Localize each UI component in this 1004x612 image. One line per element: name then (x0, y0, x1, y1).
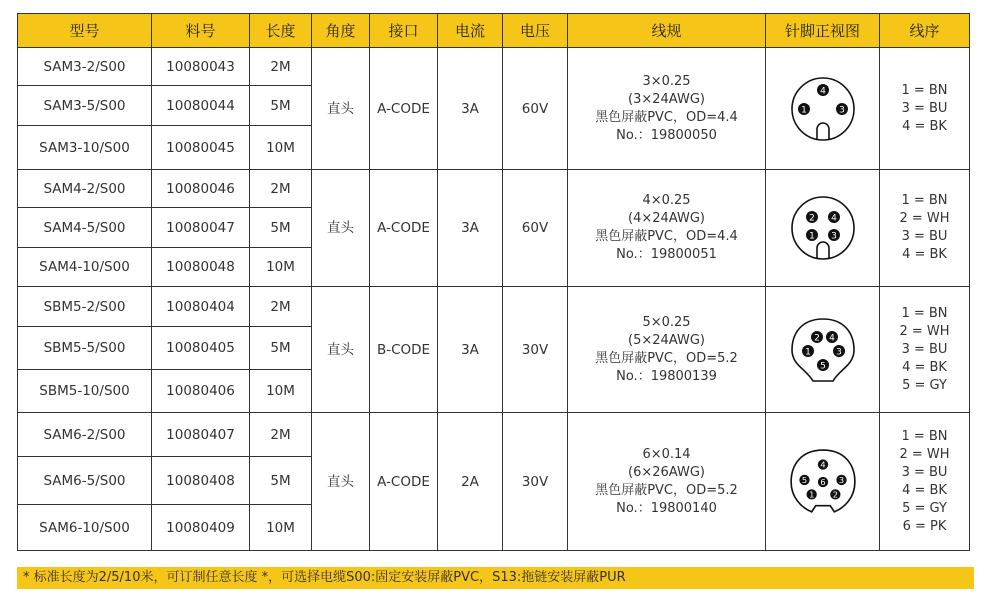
wire-4: 4 = BK (902, 118, 947, 134)
pin-diagram-cell (766, 287, 880, 413)
angle-cell: 直头 (312, 287, 370, 413)
cable-jacket: 黑色屏蔽PVC，OD=5.2 (595, 350, 738, 366)
length-cell: 2M (250, 48, 312, 86)
part-number-cell: 10080409 (152, 505, 250, 551)
pin-diagram-cell (766, 48, 880, 170)
model-cell: SBM5-5/S00 (18, 327, 152, 370)
wire-6: 6 = PK (902, 518, 947, 534)
svg-text:6: 6 (819, 476, 826, 487)
part-number-cell: 10080046 (152, 170, 250, 208)
svg-text:2: 2 (813, 333, 820, 343)
header-interface: 接口 (370, 14, 438, 48)
wire-2: 2 = WH (899, 323, 950, 339)
header-length: 长度 (250, 14, 312, 48)
interface-cell: A-CODE (370, 170, 438, 287)
svg-text:5: 5 (801, 474, 807, 485)
svg-text:4: 4 (819, 459, 826, 470)
part-number-cell: 10080043 (152, 48, 250, 86)
table-row (18, 48, 970, 86)
svg-text:1: 1 (808, 231, 815, 242)
wire-5: 5 = GY (902, 500, 947, 516)
wire-1: 1 = BN (901, 428, 948, 444)
svg-text:3: 3 (835, 347, 842, 357)
svg-text:1: 1 (804, 347, 811, 357)
cable-number: No.：19800139 (616, 368, 717, 384)
voltage-cell: 60V (503, 170, 568, 287)
angle-cell: 直头 (312, 170, 370, 287)
header-row (18, 14, 970, 48)
pin-5 (799, 474, 809, 484)
cable-number: No.：19800140 (616, 500, 717, 516)
header-voltage: 电压 (503, 14, 568, 48)
svg-text:4: 4 (828, 333, 835, 343)
wiring-cell (880, 287, 970, 413)
header-angle: 角度 (312, 14, 370, 48)
svg-text:2: 2 (832, 488, 838, 499)
voltage-cell: 60V (503, 48, 568, 170)
part-number-cell: 10080407 (152, 413, 250, 457)
part-number-cell: 10080405 (152, 327, 250, 370)
svg-text:1: 1 (808, 488, 814, 499)
cable-spec-cell (568, 48, 766, 170)
angle-cell: 直头 (312, 48, 370, 170)
wiring-cell (880, 170, 970, 287)
cable-gauge: 6×0.14 (642, 446, 691, 462)
length-cell: 5M (250, 457, 312, 505)
current-cell: 3A (438, 48, 503, 170)
voltage-cell: 30V (503, 287, 568, 413)
length-cell: 10M (250, 248, 312, 287)
wire-3: 3 = BU (901, 341, 948, 357)
header-pin-view: 针脚正视图 (766, 14, 880, 48)
cable-spec-cell (568, 287, 766, 413)
wire-5: 5 = GY (902, 377, 947, 393)
part-number-cell: 10080045 (152, 126, 250, 170)
part-number-cell: 10080408 (152, 457, 250, 505)
part-number-cell: 10080406 (152, 370, 250, 413)
wire-2: 2 = WH (899, 446, 950, 462)
length-cell: 10M (250, 370, 312, 413)
header-wire-gauge: 线规 (568, 14, 766, 48)
svg-text:1: 1 (800, 105, 807, 115)
model-cell: SBM5-2/S00 (18, 287, 152, 327)
length-cell: 2M (250, 413, 312, 457)
wire-4: 4 = BK (902, 247, 947, 262)
current-cell: 3A (438, 170, 503, 287)
wire-4: 4 = BK (902, 359, 947, 375)
voltage-cell: 30V (503, 413, 568, 551)
wire-3: 3 = BU (901, 464, 948, 480)
model-cell: SBM5-10/S00 (18, 370, 152, 413)
pin-4 (817, 459, 827, 469)
pin-2 (830, 489, 840, 499)
wire-1: 1 = BN (901, 193, 948, 208)
part-number-cell: 10080048 (152, 248, 250, 287)
wire-1: 1 = BN (901, 305, 948, 321)
footnote: * 标准长度为2/5/10米，可订制任意长度 *，可选择电缆S00:固定安装屏蔽PVC，S13:拖链安装屏蔽PUR (17, 567, 974, 589)
length-cell: 2M (250, 287, 312, 327)
svg-text:5: 5 (819, 361, 826, 371)
part-number-cell: 10080404 (152, 287, 250, 327)
model-cell: SAM3-10/S00 (18, 126, 152, 170)
table-row (18, 413, 970, 457)
svg-text:3: 3 (838, 474, 844, 485)
model-cell: SAM3-2/S00 (18, 48, 152, 86)
model-cell: SAM4-2/S00 (18, 170, 152, 208)
cable-gauge: 4×0.25 (642, 193, 691, 208)
length-cell: 10M (250, 505, 312, 551)
interface-cell: A-CODE (370, 48, 438, 170)
cable-awg: (3×24AWG) (628, 91, 705, 107)
pin-diagram-3pin (788, 74, 858, 144)
pin-1 (806, 489, 816, 499)
part-number-cell: 10080044 (152, 86, 250, 126)
wire-1: 1 = BN (901, 82, 948, 98)
model-cell: SAM6-2/S00 (18, 413, 152, 457)
cable-jacket: 黑色屏蔽PVC，OD=4.4 (595, 109, 738, 125)
cable-gauge: 3×0.25 (642, 73, 691, 89)
table-row (18, 170, 970, 208)
header-part-number: 料号 (152, 14, 250, 48)
current-cell: 2A (438, 413, 503, 551)
svg-text:4: 4 (830, 213, 837, 224)
cable-jacket: 黑色屏蔽PVC，OD=4.4 (595, 229, 738, 244)
svg-text:4: 4 (819, 86, 826, 96)
svg-text:2: 2 (808, 213, 815, 224)
length-cell: 5M (250, 86, 312, 126)
interface-cell: A-CODE (370, 413, 438, 551)
cable-spec-cell (568, 170, 766, 287)
cable-number: No.：19800051 (616, 247, 717, 262)
cable-jacket: 黑色屏蔽PVC，OD=5.2 (595, 482, 738, 498)
model-cell: SAM3-5/S00 (18, 86, 152, 126)
wire-3: 3 = BU (901, 100, 948, 116)
cable-gauge: 5×0.25 (642, 314, 691, 330)
length-cell: 5M (250, 327, 312, 370)
model-cell: SAM4-10/S00 (18, 248, 152, 287)
model-cell: SAM6-10/S00 (18, 505, 152, 551)
pin-diagram-6pin (787, 446, 859, 518)
interface-cell: B-CODE (370, 287, 438, 413)
model-cell: SAM6-5/S00 (18, 457, 152, 505)
svg-text:3: 3 (838, 105, 845, 115)
header-wiring: 线序 (880, 14, 970, 48)
cable-awg: (4×24AWG) (628, 211, 705, 226)
cable-awg: (6×26AWG) (628, 464, 705, 480)
current-cell: 3A (438, 287, 503, 413)
connector-spec-table (17, 13, 970, 551)
length-cell: 10M (250, 126, 312, 170)
part-number-cell: 10080047 (152, 208, 250, 248)
pin-diagram-4pin (788, 193, 858, 263)
model-cell: SAM4-5/S00 (18, 208, 152, 248)
pin-6 (817, 476, 827, 486)
pin-diagram-cell (766, 413, 880, 551)
pin-diagram-5pin (788, 315, 858, 385)
wire-2: 2 = WH (899, 211, 950, 226)
cable-spec-cell (568, 413, 766, 551)
table-row (18, 287, 970, 327)
pin-3 (836, 474, 846, 484)
cable-awg: (5×24AWG) (628, 332, 705, 348)
header-model: 型号 (18, 14, 152, 48)
header-current: 电流 (438, 14, 503, 48)
length-cell: 5M (250, 208, 312, 248)
wire-4: 4 = BK (902, 482, 947, 498)
connector-outline (792, 197, 854, 259)
pin-diagram-cell (766, 170, 880, 287)
angle-cell: 直头 (312, 413, 370, 551)
svg-text:3: 3 (830, 231, 837, 242)
cable-number: No.：19800050 (616, 127, 717, 143)
wiring-cell (880, 413, 970, 551)
wire-3: 3 = BU (901, 229, 948, 244)
wiring-cell (880, 48, 970, 170)
length-cell: 2M (250, 170, 312, 208)
